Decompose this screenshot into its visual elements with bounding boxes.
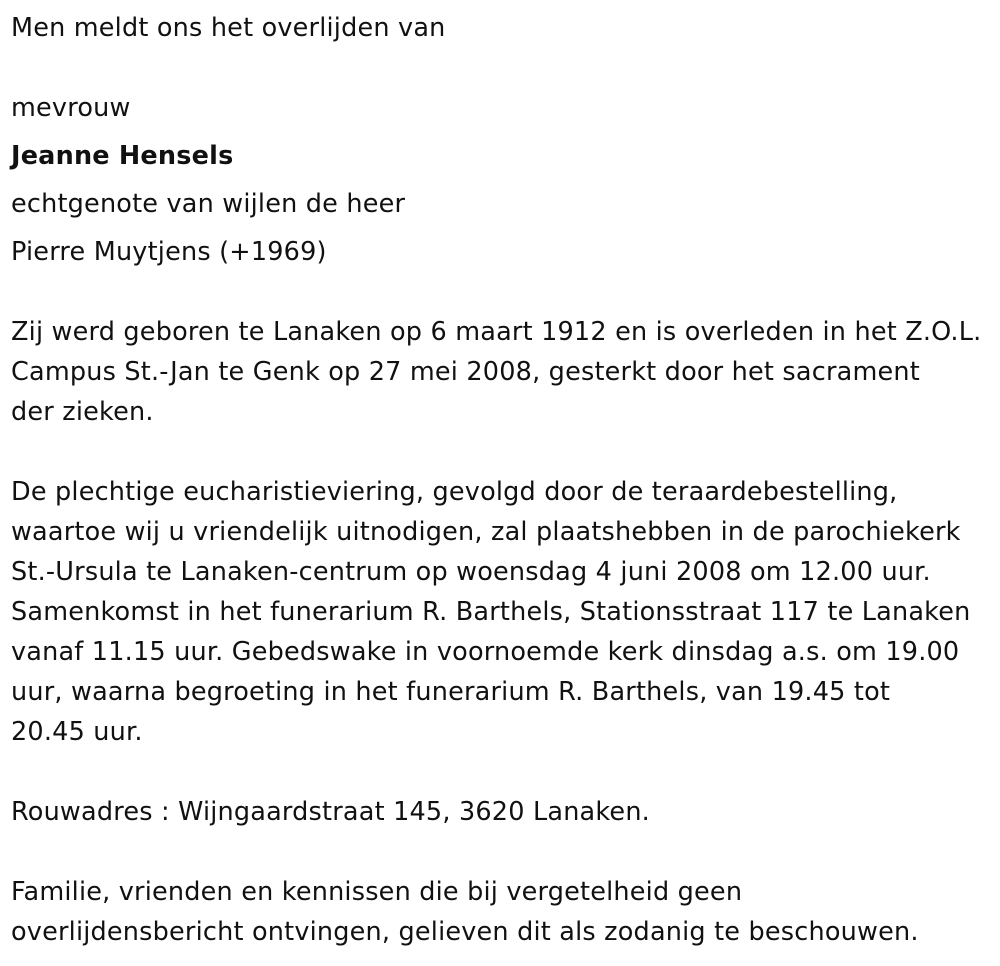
paragraph-line: overlijdensbericht ontvingen, gelieven dit als zodanig te beschouwen.: [11, 917, 919, 947]
spouse-label: echtgenote van wijlen de heer: [11, 189, 406, 219]
paragraph-line: waartoe wij u vriendelijk uitnodigen, zal plaatshebben in de parochiekerk: [11, 517, 961, 547]
paragraph-line: Familie, vrienden en kennissen die bij vergetelheid geen: [11, 877, 743, 907]
honorific: mevrouw: [11, 93, 131, 123]
paragraph-line: St.-Ursula te Lanaken-centrum op woensdag 4 juni 2008 om 12.00 uur.: [11, 557, 931, 587]
deceased-name: Jeanne Hensels: [11, 141, 234, 171]
paragraph-line: De plechtige eucharistieviering, gevolgd door de teraardebestelling,: [11, 477, 898, 507]
paragraph-line: vanaf 11.15 uur. Gebedswake in voornoemde kerk dinsdag a.s. om 19.00: [11, 637, 960, 667]
intro-text: Men meldt ons het overlijden van: [11, 13, 446, 43]
mourning-address: Rouwadres : Wijngaardstraat 145, 3620 Lanaken.: [11, 797, 650, 827]
paragraph-line: uur, waarna begroeting in het funerarium R. Barthels, van 19.45 tot: [11, 677, 891, 707]
paragraph-line: Campus St.-Jan te Genk op 27 mei 2008, gesterkt door het sacrament: [11, 357, 920, 387]
paragraph-line: Zij werd geboren te Lanaken op 6 maart 1912 en is overleden in het Z.O.L.: [11, 317, 982, 347]
birth-death-paragraph: [11, 312, 996, 432]
paragraph-line: Samenkomst in het funerarium R. Barthels, Stationsstraat 117 te Lanaken: [11, 597, 971, 627]
ceremony-paragraph: [11, 472, 996, 752]
paragraph-line: 20.45 uur.: [11, 717, 143, 747]
closing-paragraph: [11, 872, 996, 952]
paragraph-line: der zieken.: [11, 397, 154, 427]
address-paragraph: [11, 792, 996, 832]
death-notice: [11, 8, 996, 952]
spouse-name: Pierre Muytjens (+1969): [11, 237, 327, 267]
